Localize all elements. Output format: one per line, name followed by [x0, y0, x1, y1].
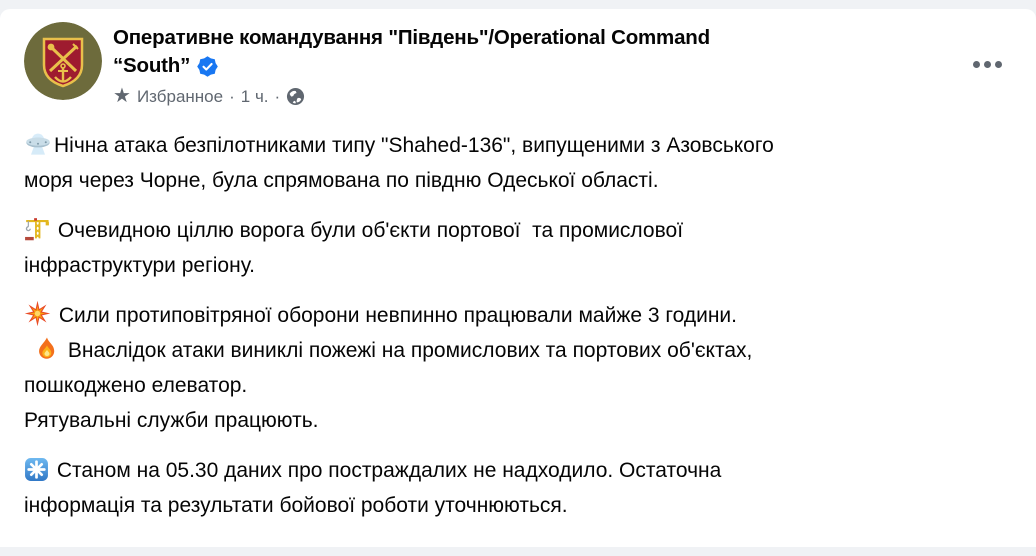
sparkle-emoji: [24, 457, 49, 482]
post-line: Рятувальні служби працюють.: [24, 409, 319, 432]
post-timestamp[interactable]: 1 ч.: [240, 87, 269, 106]
post-paragraph: [24, 298, 1000, 438]
post-meta-row: [113, 86, 710, 107]
post-line: моря через Чорне, була спрямована по півдню Одеської області.: [24, 169, 659, 192]
post-card: [0, 9, 1036, 547]
crane-emoji: [24, 216, 50, 242]
collision-emoji: [24, 300, 51, 327]
favorites-label: Избранное: [136, 87, 224, 106]
post-line: інформація та результати бойової роботи уточнюються.: [24, 494, 568, 517]
post-line: пошкоджено елеватор.: [24, 374, 248, 397]
post-paragraph: [24, 453, 1000, 523]
post-line: інфраструктури регіону.: [24, 254, 255, 277]
post-line: Внаслідок атаки виниклі пожежі на промислових та портових об'єктах,: [24, 339, 752, 362]
ufo-emoji: [24, 129, 52, 157]
post-line: Сили протиповітряної оборони невпинно працювали майже 3 години.: [24, 304, 737, 327]
meta-separator: ·: [229, 87, 235, 106]
fire-emoji: [34, 336, 60, 362]
header-text: [113, 22, 710, 107]
post-body: [24, 128, 1020, 523]
post-line: Станом на 05.30 даних про постраждалих не надходило. Остаточна: [24, 459, 721, 482]
more-options-icon: [973, 61, 980, 68]
post-line: Очевидною ціллю ворога були об'єкти портової та промислової: [24, 219, 683, 242]
post-header: [24, 22, 1020, 107]
post-paragraph: [24, 213, 1000, 283]
verified-badge-icon: [197, 56, 218, 77]
star-icon: ★: [113, 84, 131, 107]
page-name-line1[interactable]: Оперативне командування "Південь"/Operational Command: [113, 26, 710, 49]
post-paragraph: [24, 128, 1000, 198]
more-options-button[interactable]: [965, 53, 1010, 76]
globe-icon: [286, 87, 305, 106]
unit-emblem-avatar[interactable]: [24, 22, 102, 100]
post-line: Нічна атака безпілотниками типу "Shahed-136", випущеними з Азовського: [24, 134, 774, 157]
page-name-line2[interactable]: “South”: [113, 54, 191, 77]
page-name-link[interactable]: [113, 24, 710, 80]
meta-separator: ·: [274, 87, 281, 106]
